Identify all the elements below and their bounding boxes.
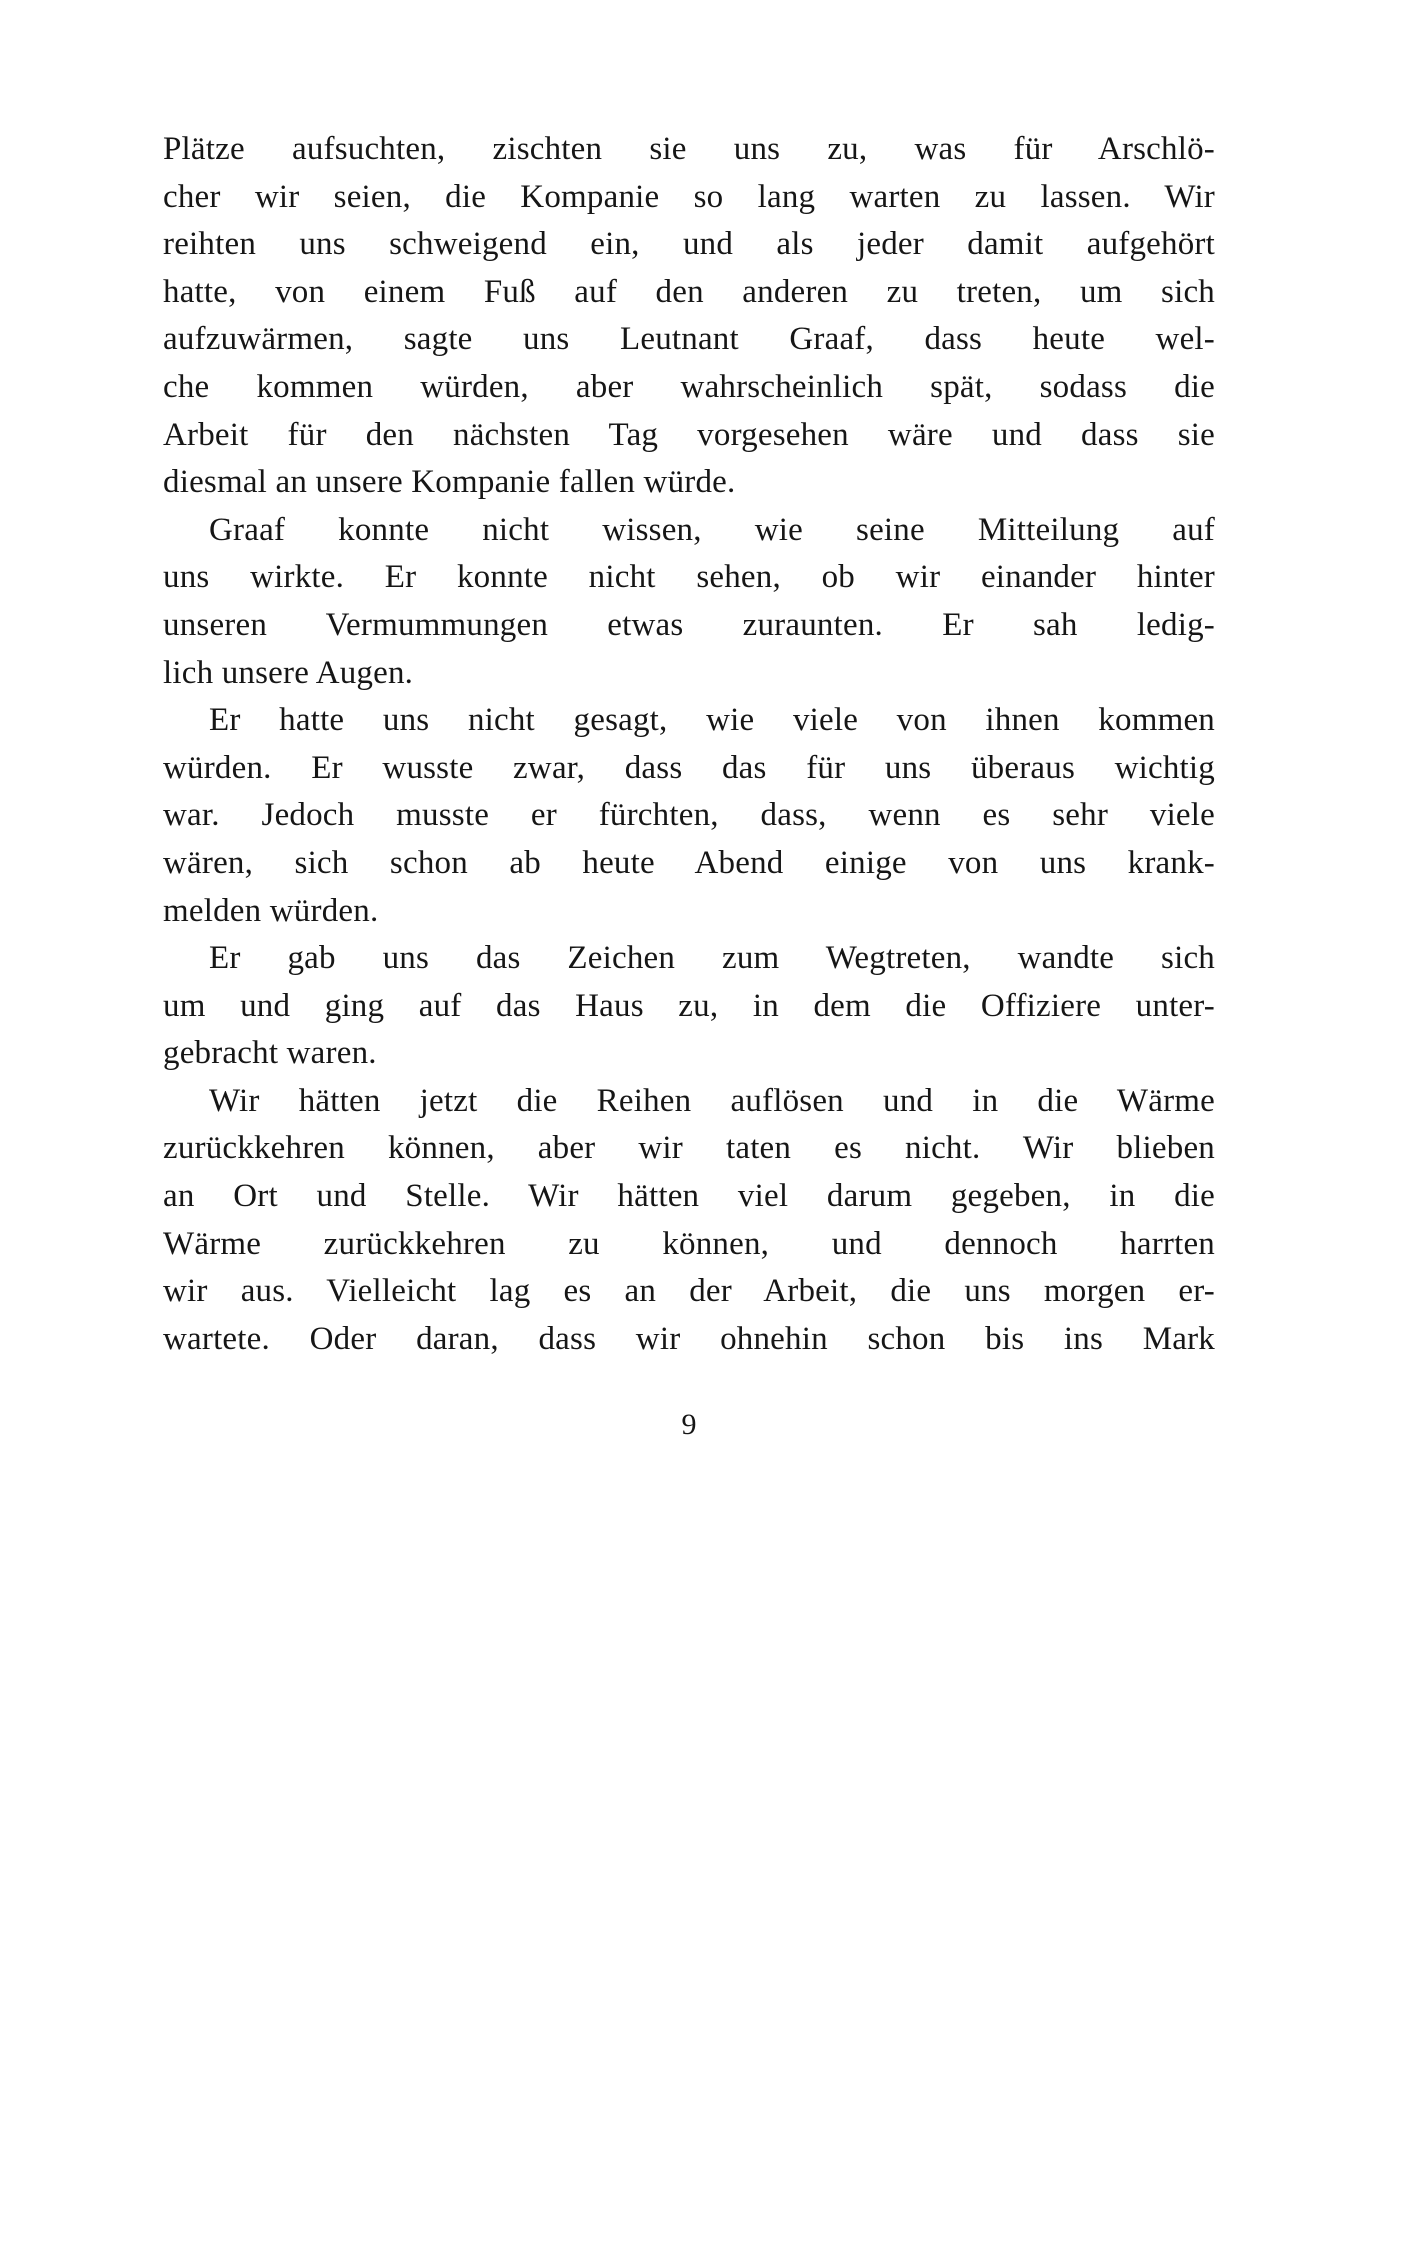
text-line: Plätze aufsuchten, zischten sie uns zu, was für Arschlö-: [163, 131, 1215, 167]
text-line: lich unsere Augen.: [163, 654, 414, 691]
text-line: war. Jedoch musste er fürchten, dass, wenn es sehr viele: [163, 797, 1215, 834]
text-line: uns wirkte. Er konnte nicht sehen, ob wir einander hinter: [163, 559, 1215, 596]
text-line: cher wir seien, die Kompanie so lang warten zu lassen. Wir: [163, 178, 1215, 215]
text-line: hatte, von einem Fuß auf den anderen zu treten, um sich: [163, 273, 1215, 310]
text-line: zurückkehren können, aber wir taten es nicht. Wir blieben: [163, 1130, 1215, 1167]
text-line: würden. Er wusste zwar, dass das für uns überaus wichtig: [163, 749, 1215, 786]
text-line: um und ging auf das Haus zu, in dem die Offiziere unter-: [163, 987, 1215, 1024]
text-line: Er hatte uns nicht gesagt, wie viele von ihnen kommen: [209, 702, 1215, 739]
text-line: an Ort und Stelle. Wir hätten viel darum gegeben, in die: [163, 1178, 1215, 1215]
text-line: wartete. Oder daran, dass wir ohnehin schon bis ins Mark: [163, 1320, 1215, 1357]
text-line: wären, sich schon ab heute Abend einige von uns krank-: [163, 844, 1215, 881]
text-line: unseren Vermummungen etwas zuraunten. Er sah ledig-: [163, 606, 1215, 643]
text-line: Er gab uns das Zeichen zum Wegtreten, wandte sich: [209, 940, 1215, 977]
text-line: aufzuwärmen, sagte uns Leutnant Graaf, dass heute wel-: [163, 321, 1215, 358]
text-line: Graaf konnte nicht wissen, wie seine Mitteilung auf: [209, 511, 1215, 548]
text-line: gebracht waren.: [163, 1035, 377, 1072]
text-line: Wärme zurückkehren zu können, und dennoch harrten: [163, 1225, 1215, 1262]
text-line: Wir hätten jetzt die Reihen auflösen und in die Wärme: [209, 1082, 1215, 1119]
text-line: melden würden.: [163, 892, 379, 929]
text-line: Arbeit für den nächsten Tag vorgesehen wäre und dass sie: [163, 416, 1215, 453]
text-line: wir aus. Vielleicht lag es an der Arbeit, die uns morgen er-: [163, 1273, 1215, 1310]
page-number: 9: [681, 1408, 697, 1441]
page-text: [163, 126, 1215, 1363]
text-line: che kommen würden, aber wahrscheinlich spät, sodass die: [163, 368, 1215, 405]
text-line: reihten uns schweigend ein, und als jeder damit aufgehört: [163, 226, 1215, 263]
text-line: diesmal an unsere Kompanie fallen würde.: [163, 464, 736, 501]
